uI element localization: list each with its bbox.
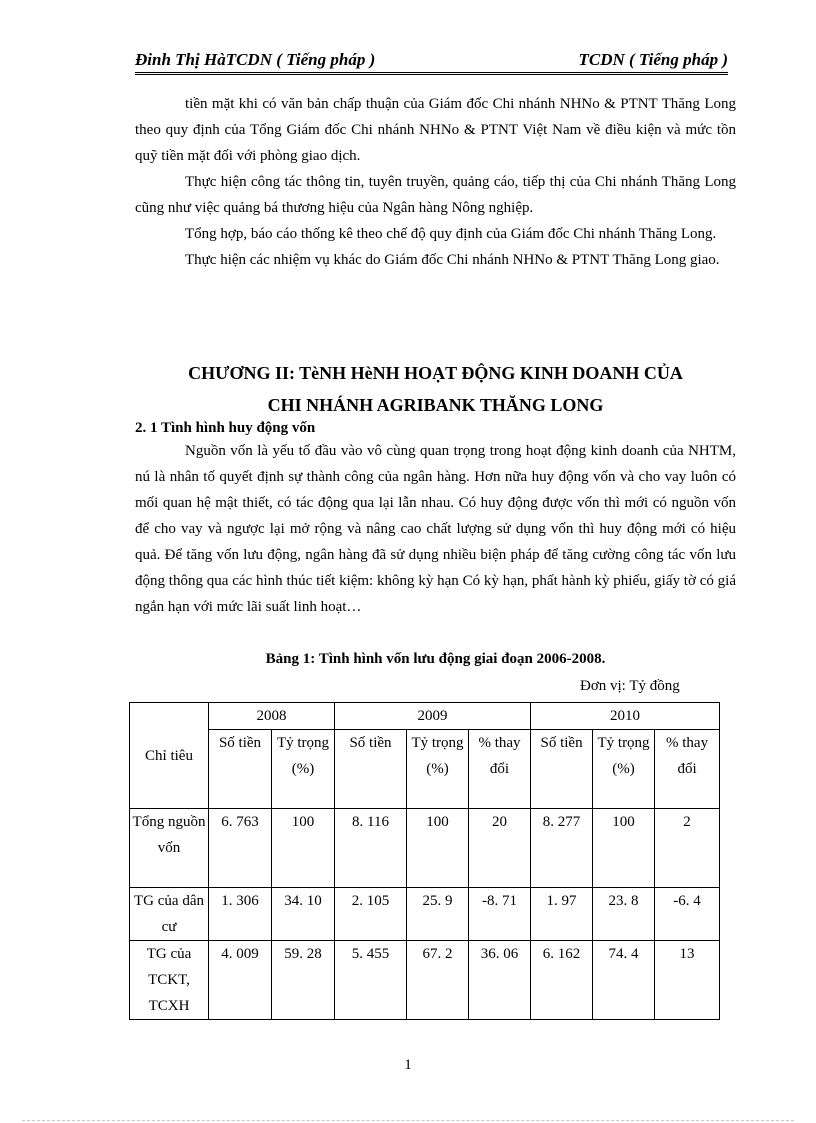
year-2008-header: 2008 [209, 703, 335, 730]
table-corner-label: Chỉ tiêu [145, 747, 193, 764]
intro-text [135, 91, 736, 273]
table-header-row [130, 703, 720, 730]
header-left: Đinh Thị HàTCDN ( Tiếng pháp ) [135, 50, 376, 69]
table-unit-note: Đơn vị: Tỷ đồng [580, 678, 680, 694]
page-number: 1 [404, 1057, 412, 1073]
table-cell: 6. 763 [209, 809, 272, 888]
table-subheader-row [130, 730, 720, 809]
table-cell: 34. 10 [272, 888, 335, 941]
subheader-change-2010: % thay đổi [655, 730, 720, 809]
section-title: 2. 1 Tình hình huy động vốn [135, 420, 316, 436]
header-rule [135, 72, 728, 75]
subheader-amount-2010: Số tiền [531, 730, 593, 809]
intro-paragraph-2: Thực hiện công tác thông tin, tuyên truyền, quảng cáo, tiếp thị của Chi nhánh Thăng Long cũng như việc quảng bá thương hiệu của Ngân hàng Nông nghiệp. [135, 174, 736, 216]
subheader-share-2008: Tỷ trọng (%) [272, 730, 335, 809]
chapter-heading [135, 357, 736, 421]
table-cell: -8. 71 [469, 888, 531, 941]
subheader-amount-2009: Số tiền [335, 730, 407, 809]
row-label: TG của dân cư [130, 888, 209, 941]
table-cell: 2. 105 [335, 888, 407, 941]
table-cell: 13 [655, 941, 720, 1020]
table-cell: 100 [407, 809, 469, 888]
subheader-share-2009: Tỷ trọng (%) [407, 730, 469, 809]
table-cell: 36. 06 [469, 941, 531, 1020]
table-cell: 59. 28 [272, 941, 335, 1020]
subheader-amount-2008: Số tiền [209, 730, 272, 809]
table-cell: 100 [593, 809, 655, 888]
table-cell: 5. 455 [335, 941, 407, 1020]
table-cell: 23. 8 [593, 888, 655, 941]
table-row [130, 888, 720, 941]
table-row [130, 809, 720, 888]
table-cell: 25. 9 [407, 888, 469, 941]
table-cell: 6. 162 [531, 941, 593, 1020]
table-cell: 74. 4 [593, 941, 655, 1020]
running-header [135, 50, 728, 72]
table-corner-cell [130, 703, 209, 809]
table-cell: 20 [469, 809, 531, 888]
table-cell: -6. 4 [655, 888, 720, 941]
chapter-heading-line-1: CHƯƠNG II: TèNH HèNH HOẠT ĐỘNG KINH DOANH CỦA [188, 363, 683, 383]
table-cell: 4. 009 [209, 941, 272, 1020]
table-cell: 2 [655, 809, 720, 888]
intro-paragraph-4: Thực hiện các nhiệm vụ khác do Giám đốc Chi nhánh NHNo & PTNT Thăng Long giao. [185, 252, 720, 268]
page-bottom-rule [22, 1120, 794, 1121]
intro-paragraph-3: Tổng hợp, báo cáo thống kê theo chế độ quy định của Giám đốc Chi nhánh Thăng Long. [185, 226, 717, 242]
section-paragraph: Nguồn vốn là yếu tố đầu vào vô cùng quan trọng trong hoạt động kinh doanh của NHTM, nú là nhân tố quyết định sự thành công của ngân hàng. Hơn nữa huy động vốn và cho vay luôn có mối quan hệ mật thiết, có tác động qua lại lẫn nhau. Có huy động được vốn thì mới có nguồn vốn để cho vay và ngược lại mở rộng và nâng cao chất lượng sử dụng vốn thì huy động mới có hiệu quả. Để tăng vốn lưu động, ngân hàng đã sử dụng nhiều biện pháp để tăng cường công tác vốn lưu động thông qua các hình thúc tiết kiệm: không kỳ hạn Có kỳ hạn, phất hành kỳ phiếu, giấy tờ có giá ngắn hạn với mức lãi suất linh hoạt… [135, 443, 736, 615]
subheader-change-2009: % thay đổi [469, 730, 531, 809]
table-cell: 1. 97 [531, 888, 593, 941]
header-right: TCDN ( Tiếng pháp ) [578, 50, 728, 69]
year-2009-header: 2009 [335, 703, 531, 730]
section-text [135, 438, 736, 620]
table-caption: Bảng 1: Tình hình vốn lưu động giai đoạn 2006-2008. [265, 651, 606, 667]
table-cell: 67. 2 [407, 941, 469, 1020]
year-2010-header: 2010 [531, 703, 720, 730]
subheader-share-2010: Tỷ trọng (%) [593, 730, 655, 809]
capital-table [129, 702, 720, 1020]
table-row [130, 941, 720, 1020]
table-cell: 8. 116 [335, 809, 407, 888]
intro-paragraph-1: tiền mặt khi có văn bản chấp thuận của Giám đốc Chi nhánh NHNo & PTNT Thăng Long theo quy định của Tổng Giám đốc Chi nhánh NHNo & PTNT Việt Nam về điều kiện và mức tồn quỹ tiền mặt đối với phòng giao dịch. [135, 96, 736, 164]
row-label: TG của TCKT, TCXH [130, 941, 209, 1020]
row-label: Tổng nguồn vốn [130, 809, 209, 888]
table-cell: 1. 306 [209, 888, 272, 941]
table-cell: 8. 277 [531, 809, 593, 888]
table-cell: 100 [272, 809, 335, 888]
chapter-heading-line-2: CHI NHÁNH AGRIBANK THĂNG LONG [267, 395, 604, 415]
